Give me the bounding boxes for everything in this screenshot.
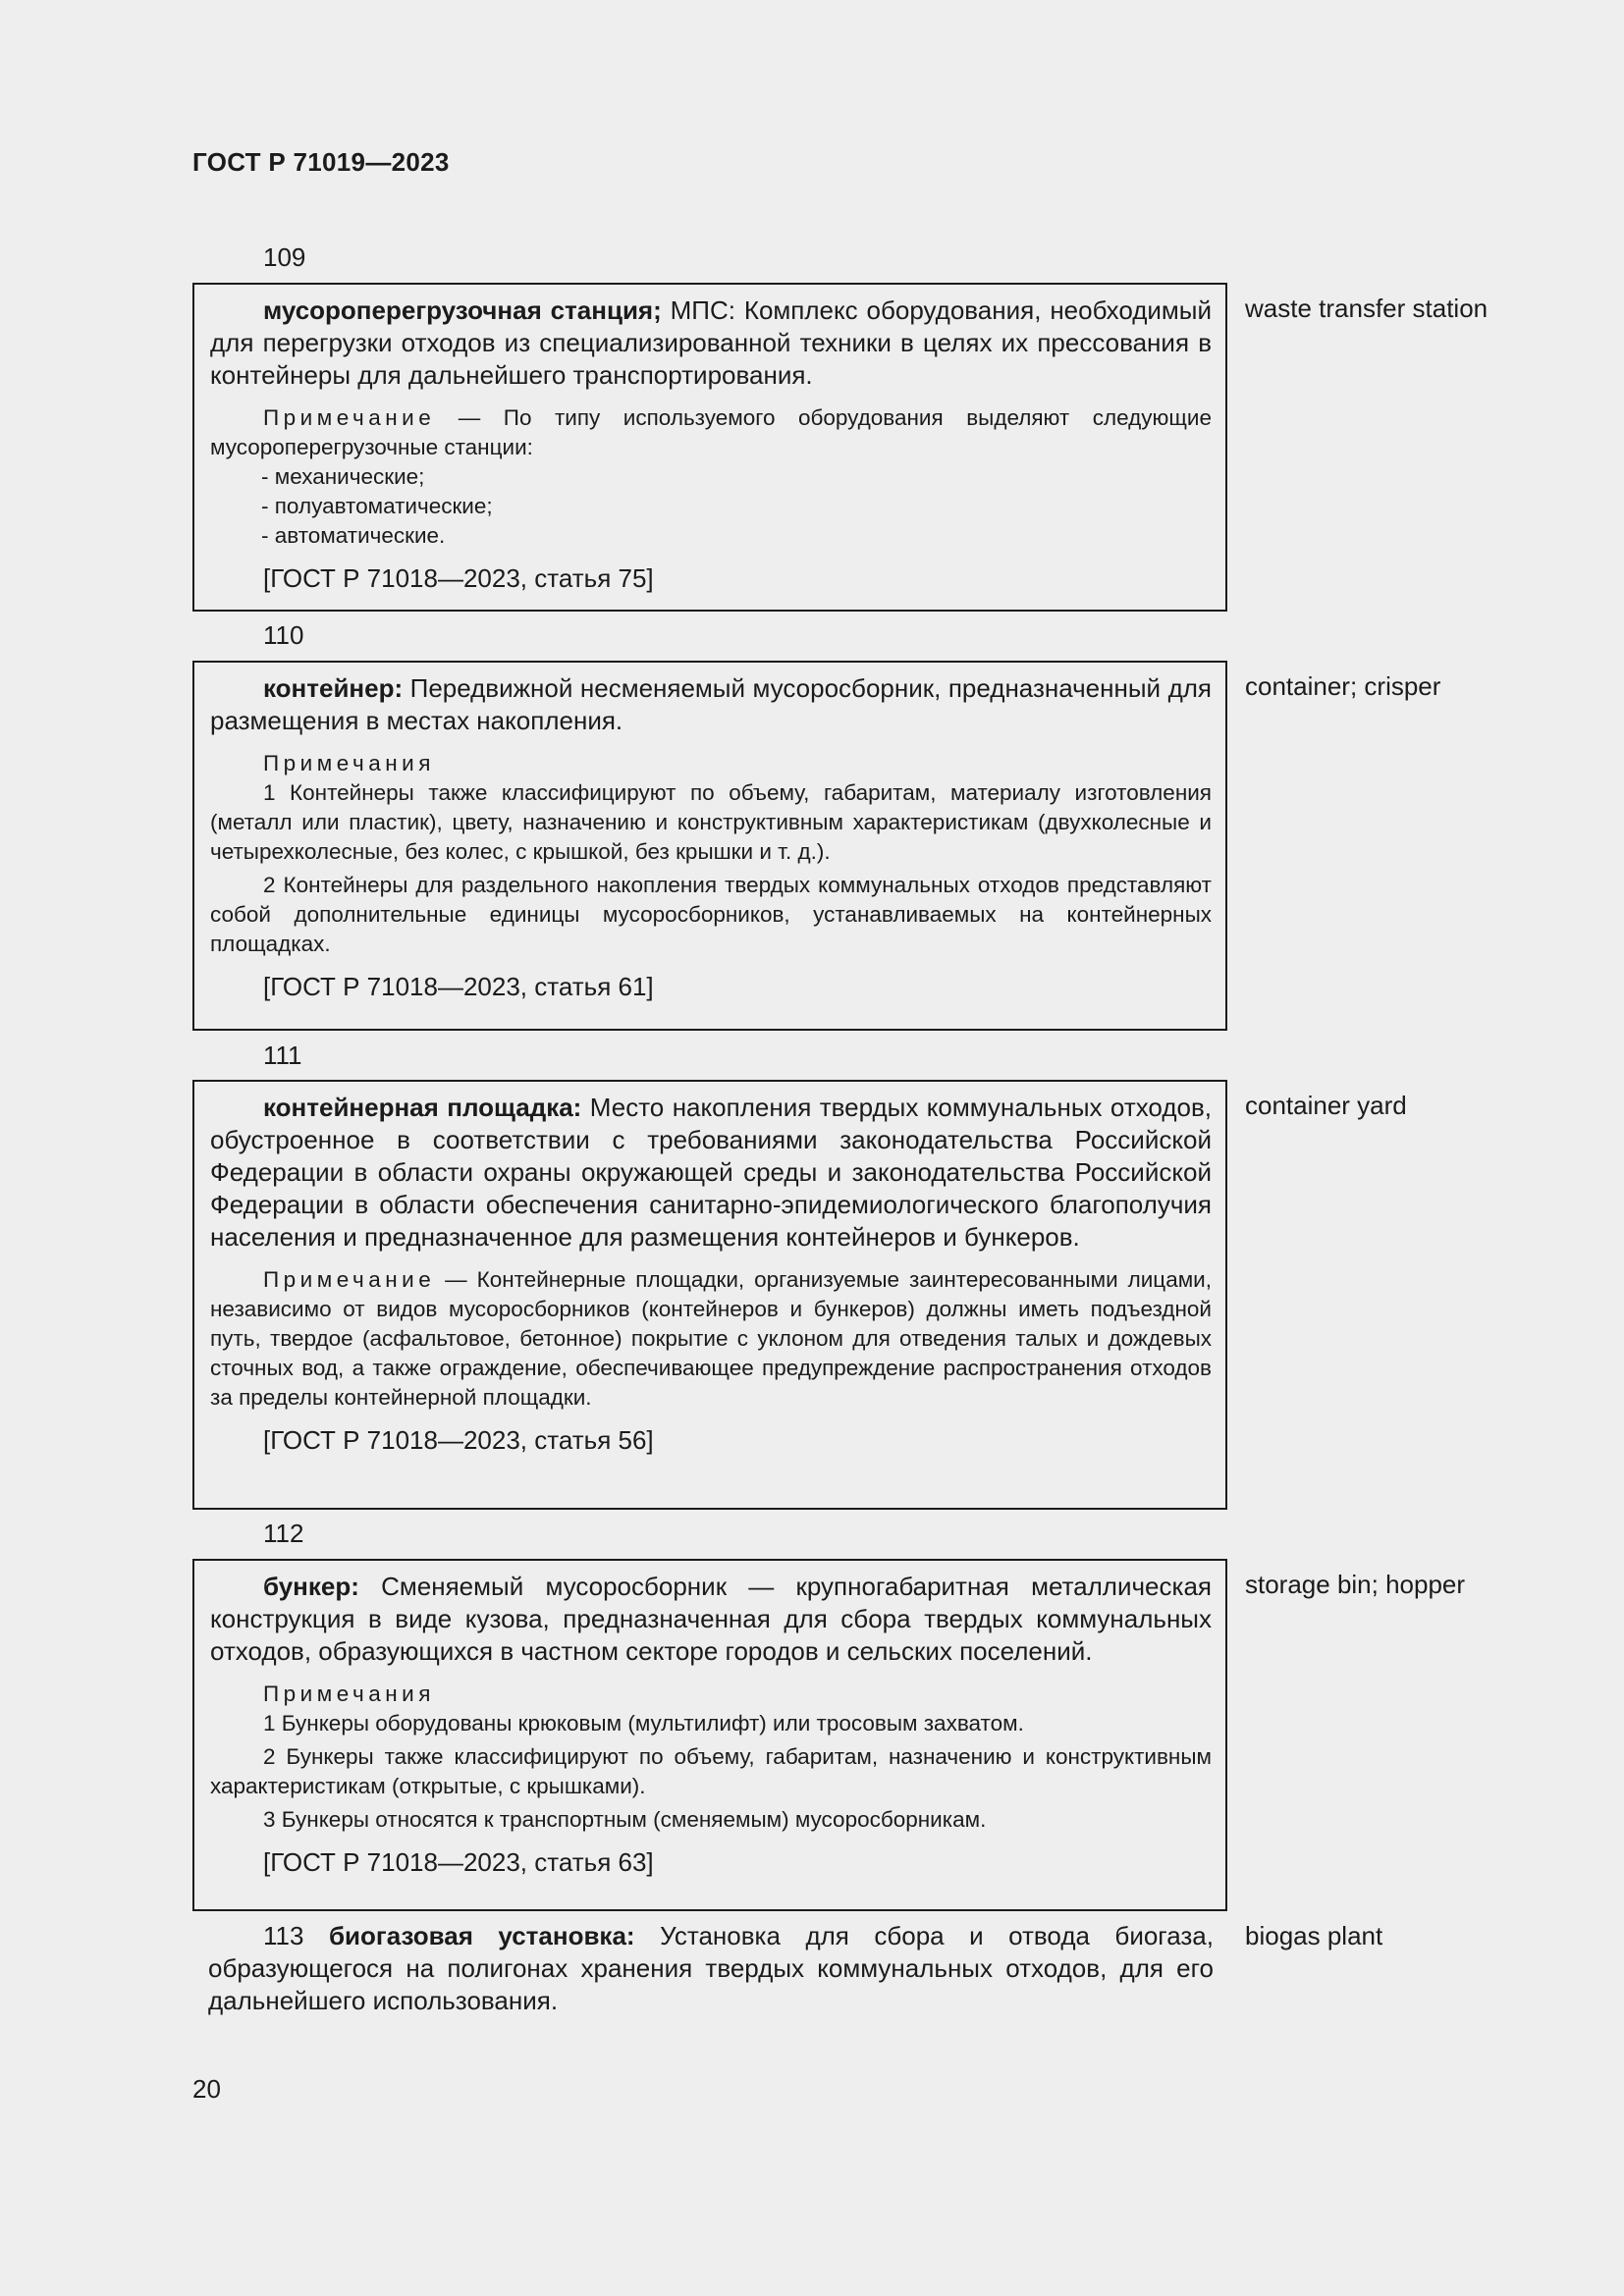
standard-header: ГОСТ Р 71019—2023	[192, 147, 450, 177]
definition-text: Установка для сбора и отвода биогаза, образующегося на полигонах хранения твердых коммунальных отходов, для его дальнейшего использования.	[208, 1921, 1214, 2015]
source-reference: [ГОСТ Р 71018—2023, статья 63]	[263, 1847, 654, 1877]
source-reference: [ГОСТ Р 71018—2023, статья 56]	[263, 1425, 654, 1455]
term: бункер:	[263, 1572, 359, 1601]
list-item: - полуавтоматические;	[261, 494, 493, 518]
definition	[210, 672, 1212, 737]
note-item: 2 Контейнеры для раздельного накопления твердых коммунальных отходов представляют собой дополнительные единицы мусоросборников, устанавливаемых на контейнерных площадках.	[210, 873, 1212, 956]
notes-label: Примечания	[263, 1682, 435, 1706]
definition	[210, 294, 1212, 392]
note	[210, 403, 1212, 551]
definition	[210, 1571, 1212, 1668]
term-entry-box	[192, 283, 1227, 612]
definition	[208, 1920, 1214, 2017]
note	[210, 1265, 1212, 1413]
entry-number: 111	[263, 1041, 302, 1070]
note-item: 1 Контейнеры также классифицируют по объему, габаритам, материалу изготовления (металл или пластик), цвету, назначению и конструктивным характеристикам (двухколесные и четырехколесные, без колес, с крышкой, без крышки и т. д.).	[210, 780, 1212, 864]
entry-number: 112	[263, 1519, 304, 1548]
list-item: - механические;	[261, 464, 425, 489]
note-item: 3 Бункеры относятся к транспортным (сменяемым) мусоросборникам.	[263, 1807, 987, 1832]
definition-text: Место накопления твердых коммунальных отходов, обустроенное в соответствии с требованиями законодательства Российской Федерации в области охраны окружающей среды и законодательства Российской Федерации в области обеспечения санитарно-эпидемиологического благополучия населения и предназначенное для размещения контейнеров и бункеров.	[210, 1093, 1212, 1252]
definition	[210, 1092, 1212, 1254]
english-equivalent: storage bin; hopper	[1245, 1570, 1466, 1599]
term: биогазовая установка:	[328, 1921, 635, 1950]
term: мусороперегрузочная станция;	[263, 295, 662, 325]
definition-text: Передвижной несменяемый мусоросборник, предназначенный для размещения в местах накопления.	[210, 673, 1212, 735]
term-entry-box	[192, 1080, 1227, 1510]
note-label: Примечание	[263, 1267, 436, 1292]
entry-number: 113	[263, 1921, 304, 1950]
definition-text: МПС: Комплекс оборудования, необходимый для перегрузки отходов из специализированной техники в целях их прессования в контейнеры для дальнейшего транспортирования.	[210, 295, 1212, 390]
note-label: Примечание	[263, 405, 436, 430]
term: контейнерная площадка:	[263, 1093, 582, 1122]
note-text: — Контейнерные площадки, организуемые заинтересованными лицами, независимо от видов мусоросборников (контейнеров и бункеров) должны иметь подъездной путь, твердое (асфальтовое, бетонное) покрытие с уклоном для отведения талых и дождевых сточных вод, а также ограждение, обеспечивающее предупреждение распространения отходов за пределы контейнерной площадки.	[210, 1267, 1212, 1410]
list-item: - автоматические.	[261, 523, 446, 548]
english-equivalent: biogas plant	[1245, 1921, 1383, 1950]
note-item: 2 Бункеры также классифицируют по объему, габаритам, назначению и конструктивным характеристикам (открытые, с крышками).	[210, 1744, 1212, 1798]
page-number: 20	[192, 2074, 221, 2104]
english-equivalent: waste transfer station	[1245, 294, 1489, 323]
definition-text: Сменяемый мусоросборник — крупногабаритная металлическая конструкция в виде кузова, предназначенная для сбора твердых коммунальных отходов, образующихся в частном секторе городов и сельских поселений.	[210, 1572, 1212, 1666]
term: контейнер:	[263, 673, 404, 703]
source-reference: [ГОСТ Р 71018—2023, статья 75]	[263, 563, 654, 593]
term-entry-box	[192, 1559, 1227, 1911]
notes	[210, 1680, 1212, 1835]
english-equivalent: container; crisper	[1245, 671, 1441, 701]
notes-label: Примечания	[263, 751, 435, 775]
source-reference: [ГОСТ Р 71018—2023, статья 61]	[263, 972, 654, 1001]
term-entry-box	[192, 661, 1227, 1031]
note-text: — По типу используемого оборудования выделяют следующие мусороперегрузочные станции:	[210, 405, 1212, 459]
english-equivalent: container yard	[1245, 1091, 1407, 1120]
note-item: 1 Бункеры оборудованы крюковым (мультилифт) или тросовым захватом.	[263, 1711, 1024, 1735]
entry-number: 110	[263, 620, 304, 650]
entry-number: 109	[263, 242, 306, 272]
notes	[210, 749, 1212, 959]
